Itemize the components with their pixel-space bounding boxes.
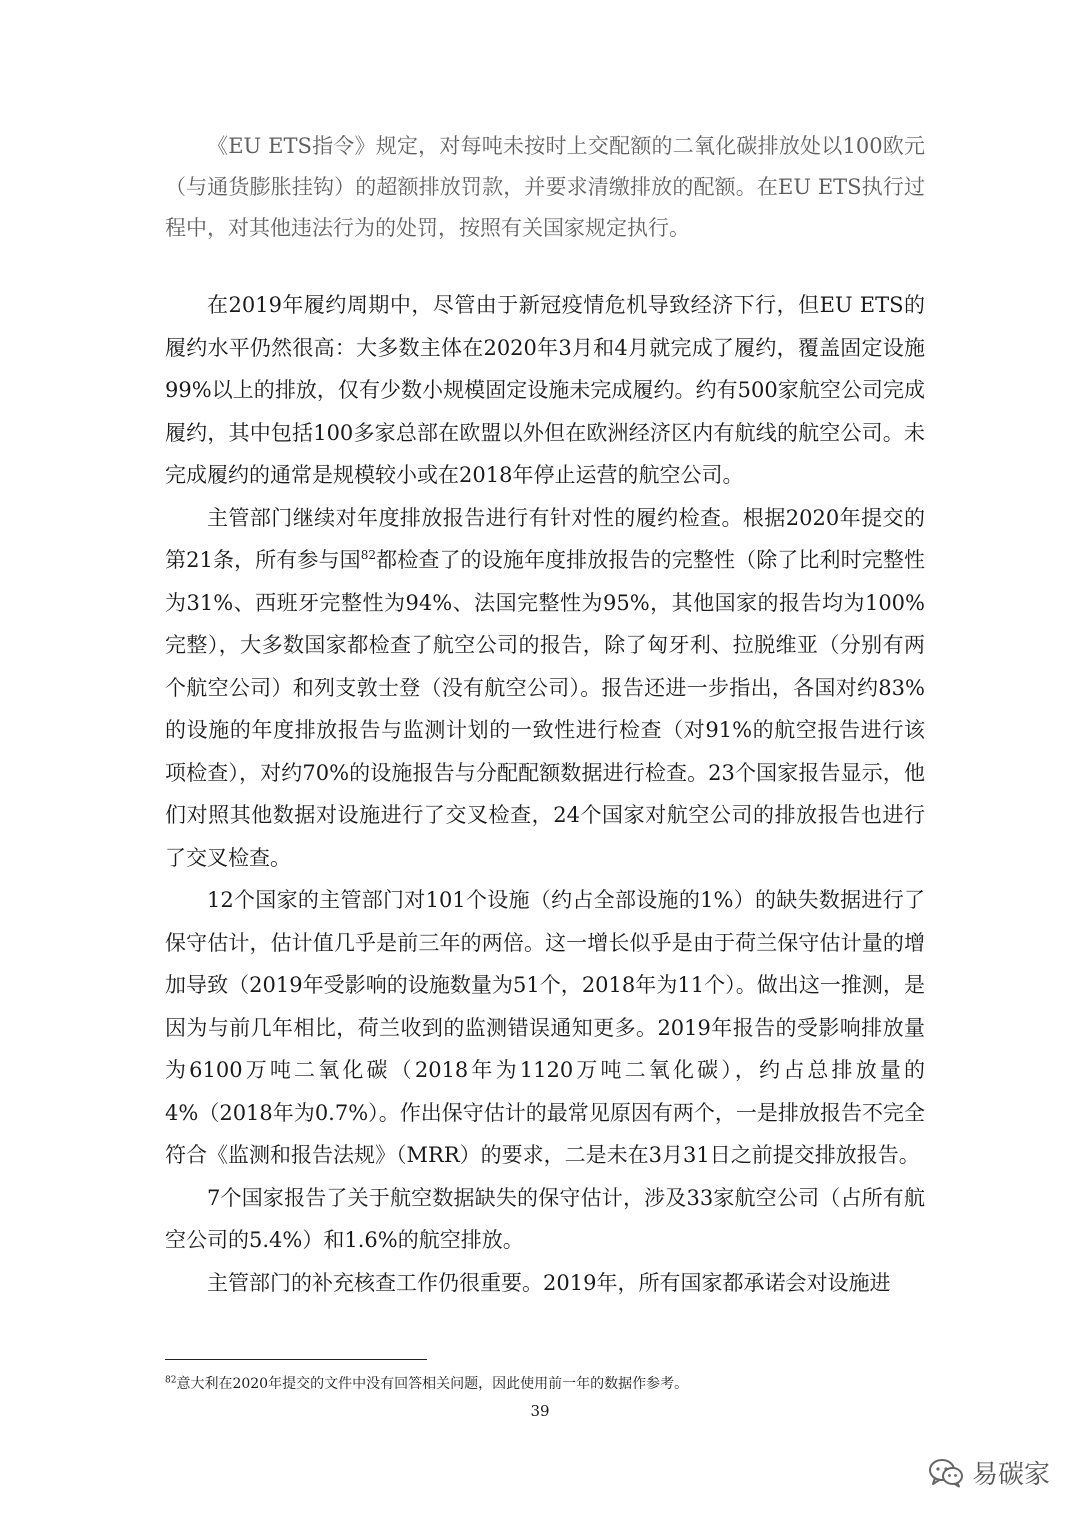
paragraph-conservative-estimates: 12个国家的主管部门对101个设施（约占全部设施的1%）的缺失数据进行了保守估计，估计值几乎是前三年的两倍。这一增长似乎是由于荷兰保守估计量的增加导致（2019年受影响的设施数量为51个，2018年为11个）。做出这一推测，是因为与前几年相比，荷兰收到的监测错误通知更多。2019年报告的受影响排放量为6100万吨二氧化碳（2018年为1120万吨二氧化碳），约占总排放量的4%（2018年为0.7%）。作出保守估计的最常见原因有两个，一是排放报告不完全符合《监测和报告法规》（MRR）的要求，二是未在3月31日之前提交排放报告。 xyxy=(165,888,925,1167)
footnote-reference[interactable]: 82 xyxy=(360,548,377,562)
wechat-icon xyxy=(928,1458,964,1488)
paragraph-compliance-2019: 在2019年履约周期中，尽管由于新冠疫情危机导致经济下行，但EU ETS的履约水平仍然很高：大多数主体在2020年3月和4月就完成了履约，覆盖固定设施99%以上的排放，仅有少数小规模固定设施未完成履约。约有500家航空公司完成履约，其中包括100多家总部在欧盟以外但在欧洲经济区内有航线的航空公司。未完成履约的通常是规模较小或在2018年停止运营的航空公司。 xyxy=(165,293,925,487)
footnote xyxy=(165,1374,925,1394)
watermark-text: 易碳家 xyxy=(971,1460,1050,1490)
watermark xyxy=(928,1454,1050,1491)
document-body xyxy=(165,284,925,1304)
paragraph-text-after-footnote: 都检查了的设施年度排放报告的完整性（除了比利时完整性为31%、西班牙完整性为94%、法国完整性为95%，其他国家的报告均为100%完整），大多数国家都检查了航空公司的报告，除了匈牙利、拉脱维亚（分别有两个航空公司）和列支敦士登（没有航空公司）。报告还进一步指出，各国对约83%的设施的年度排放报告与监测计划的一致性进行检查（对91%的航空报告进行该项检查），对约70%的设施报告与分配配额数据进行检查。23个国家报告显示，他们对照其他数据对设施进行了交叉检查，24个国家对航空公司的排放报告也进行了交叉检查。 xyxy=(165,548,925,870)
paragraph-aviation-estimates: 7个国家报告了关于航空数据缺失的保守估计，涉及33家航空公司（占所有航空公司的5.4%）和1.6%的航空排放。 xyxy=(165,1185,925,1252)
footnote-number: 82 xyxy=(165,1375,177,1386)
footnote-divider xyxy=(165,1359,427,1360)
paragraph-compliance-checks xyxy=(165,497,925,880)
paragraph-text-before-footnote: 主管部门继续对年度排放报告进行有针对性的履约检查。根据2020年提交的第21条，所有参与国 xyxy=(165,505,925,572)
quoted-regulation-paragraph: 《EU ETS指令》规定，对每吨未按时上交配额的二氧化碳排放处以100欧元（与通货膨胀挂钩）的超额排放罚款，并要求清缴排放的配额。在EU ETS执行过程中，对其他违法行为的处罚，按照有关国家规定执行。 xyxy=(165,134,925,240)
page-number: 39 xyxy=(530,1402,550,1420)
paragraph-supplementary-checks: 主管部门的补充核查工作仍很重要。2019年，所有国家都承诺会对设施进 xyxy=(207,1270,891,1295)
footnote-text: 意大利在2020年提交的文件中没有回答相关问题，因此使用前一年的数据作参考。 xyxy=(176,1376,689,1392)
